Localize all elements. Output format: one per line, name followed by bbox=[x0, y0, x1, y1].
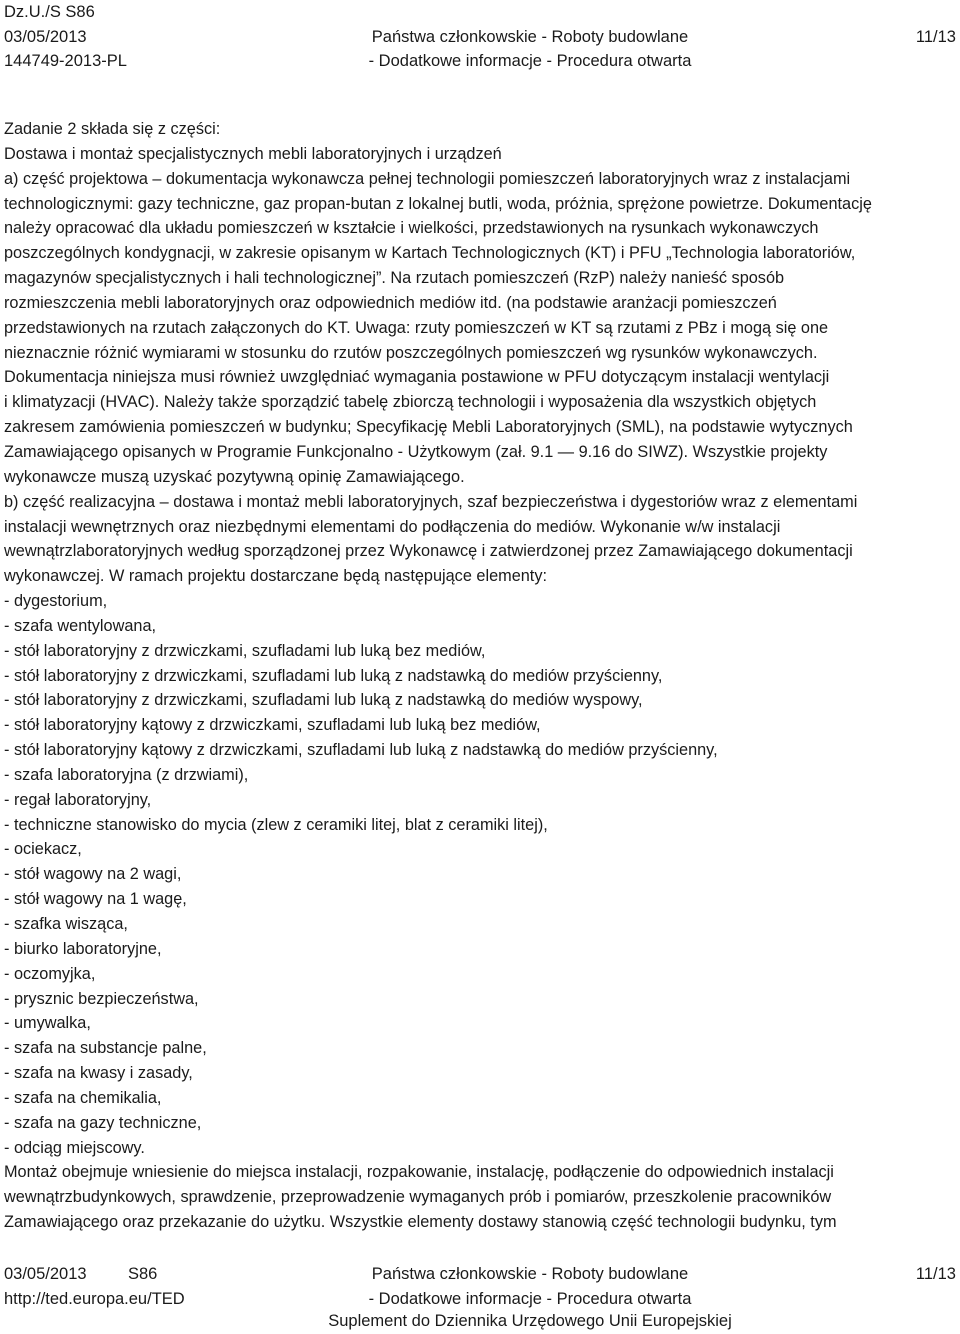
body-text-line: wykonawczej. W ramach projektu dostarczane będą następujące elementy: bbox=[4, 567, 547, 586]
body-text-line: wykonawcze muszą uzyskać pozytywną opinię Zamawiającego. bbox=[4, 467, 465, 486]
body-text-line: wewnątrzbudynkowych, sprawdzenie, przeprowadzenie wymaganych prób i pomiarów, przeszkolenie pracowników bbox=[4, 1188, 832, 1207]
doc-reference: Dz.U./S S86 bbox=[4, 3, 95, 21]
body-text-line: Zamawiającego oraz przekazanie do użytku. Wszystkie elementy dostawy stanowią część technologii budynku, tym bbox=[4, 1213, 837, 1232]
header-page-number: 11/13 bbox=[915, 27, 956, 46]
header-title-line1: Państwa członkowskie - Roboty budowlane bbox=[371, 27, 689, 46]
body-text-line: - umywalka, bbox=[4, 1014, 91, 1033]
body-text-line: - szafa na kwasy i zasady, bbox=[4, 1064, 193, 1083]
header-title-line2: - Dodatkowe informacje - Procedura otwarta bbox=[368, 52, 692, 70]
body-text-line: wewnątrzlaboratoryjnych według sporządzonej przez Wykonawcę i zatwierdzonej przez Zamawiającego dokumentacji bbox=[4, 542, 853, 561]
body-text-line: - biurko laboratoryjne, bbox=[4, 939, 162, 958]
body-text-line: - stół wagowy na 2 wagi, bbox=[4, 865, 182, 884]
document-body bbox=[4, 117, 960, 1235]
body-text-line: - szafa laboratoryjna (z drzwiami), bbox=[4, 765, 249, 784]
body-text-line: - stół laboratoryjny z drzwiczkami, szufladami lub luką bez mediów, bbox=[4, 641, 486, 660]
body-text-line: zakresem zamówienia pomieszczeń w budynku; Specyfikację Mebli Laboratoryjnych (SML), na podstawie wytycznych bbox=[4, 418, 853, 437]
body-text-line: technologicznymi: gazy techniczne, gaz propan-butan z lokalnej butli, woda, próżnia, sprężone powietrze. Dokumentację bbox=[4, 194, 872, 213]
body-text-line: - szafka wisząca, bbox=[4, 915, 128, 933]
body-text-line: należy opracować dla układu pomieszczeń w kształcie i wielkości, przedstawionych na rysunkach wykonawczych bbox=[4, 219, 819, 238]
body-text-line: Dokumentacja niniejsza musi również uwzględniać wymagania postawione w PFU dotyczącym instalacji wentylacji bbox=[4, 368, 830, 387]
body-text-line: - szafa na gazy techniczne, bbox=[4, 1113, 202, 1132]
body-text-line: - ociekacz, bbox=[4, 840, 82, 859]
body-text-line: - szafa na substancje palne, bbox=[4, 1039, 207, 1058]
body-text-line: - odciąg miejscowy. bbox=[4, 1138, 145, 1157]
body-text-line: - stół laboratoryjny kątowy z drzwiczkami, szufladami lub luką z nadstawką do mediów przyścienny, bbox=[4, 741, 718, 760]
body-text-line: b) część realizacyjna – dostawa i montaż mebli laboratoryjnych, szaf bezpieczeństwa i dygestoriów wraz z elementami bbox=[4, 492, 858, 511]
page-footer bbox=[0, 1262, 960, 1311]
body-text-line: przedstawionych na rzutach załączonych do KT. Uwaga: rzuty pomieszczeń w KT są rzutami z PBz i mogą się one bbox=[4, 318, 829, 337]
body-text-line: nieznacznie różnić wymiarami w stosunku do rzutów poszczególnych pomieszczeń wg rysunków wykonawczych. bbox=[4, 343, 818, 362]
body-text-line: - szafa wentylowana, bbox=[4, 616, 157, 635]
body-text-line: poszczególnych kondygnacji, w zakresie opisanym w Kartach Technologicznych (KT) i PFU „Technologia laboratoriów, bbox=[4, 244, 856, 263]
body-text-line: a) część projektowa – dokumentacja wykonawcza pełnej technologii pomieszczeń laboratoryjnych wraz z instalacjami bbox=[4, 169, 851, 188]
footer-page-number: 11/13 bbox=[915, 1265, 956, 1283]
body-text-line: - stół wagowy na 1 wagę, bbox=[4, 890, 187, 909]
footer-date: 03/05/2013 bbox=[4, 1265, 87, 1283]
body-text-line: Dostawa i montaż specjalistycznych mebli laboratoryjnych i urządzeń bbox=[4, 144, 502, 163]
body-text-line: - techniczne stanowisko do mycia (zlew z ceramiki litej, blat z ceramiki litej), bbox=[4, 815, 548, 834]
body-text-line: rozmieszczenia mebli laboratoryjnych oraz odpowiednich mediów itd. (na podstawie aranżacji pomieszczeń bbox=[4, 293, 777, 312]
body-text-line: Zadanie 2 składa się z części: bbox=[4, 120, 221, 138]
body-text-line: - stół laboratoryjny z drzwiczkami, szufladami lub luką z nadstawką do mediów wyspowy, bbox=[4, 691, 643, 710]
body-text-line: - regał laboratoryjny, bbox=[4, 790, 152, 809]
body-text-line: - prysznic bezpieczeństwa, bbox=[4, 989, 199, 1008]
body-text-line: - szafa na chemikalia, bbox=[4, 1088, 162, 1107]
footer-series: S86 bbox=[128, 1265, 158, 1283]
footer-title-line1: Państwa członkowskie - Roboty budowlane bbox=[371, 1265, 689, 1283]
body-text-line: Montaż obejmuje wniesienie do miejsca instalacji, rozpakowanie, instalację, podłączenie do odpowiednich instalacji bbox=[4, 1163, 834, 1182]
body-text-line: i klimatyzacji (HVAC). Należy także sporządzić tabelę zbiorczą technologii i wyposażenia dla wszystkich objętych bbox=[4, 393, 817, 412]
body-text-line: instalacji wewnętrznych oraz niezbędnymi elementami do podłączenia do mediów. Wykonanie w/w instalacji bbox=[4, 517, 781, 536]
notice-id: 144749-2013-PL bbox=[4, 52, 127, 70]
header-date: 03/05/2013 bbox=[4, 27, 87, 46]
footer-title-line2: - Dodatkowe informacje - Procedura otwarta bbox=[368, 1289, 692, 1308]
page-header bbox=[0, 0, 960, 74]
body-text-line: - oczomyjka, bbox=[4, 964, 96, 983]
supplement-title: Suplement do Dziennika Urzędowego Unii Europejskiej bbox=[328, 1312, 732, 1330]
body-text-line: - stół laboratoryjny kątowy z drzwiczkami, szufladami lub luką bez mediów, bbox=[4, 716, 541, 735]
footer-url: http://ted.europa.eu/TED bbox=[4, 1289, 185, 1308]
body-text-line: magazynów specjalistycznych i hali technologicznej”. Na rzutach pomieszczeń (RzP) należy nanieść sposób bbox=[4, 269, 785, 288]
body-text-line: - dygestorium, bbox=[4, 592, 108, 611]
body-text-line: - stół laboratoryjny z drzwiczkami, szufladami lub luką z nadstawką do mediów przyścienny, bbox=[4, 666, 663, 685]
body-text-line: Zamawiającego opisanych w Programie Funkcjonalno - Użytkowym (zał. 9.1 — 9.16 do SIWZ). Wszystkie projekty bbox=[4, 442, 828, 461]
